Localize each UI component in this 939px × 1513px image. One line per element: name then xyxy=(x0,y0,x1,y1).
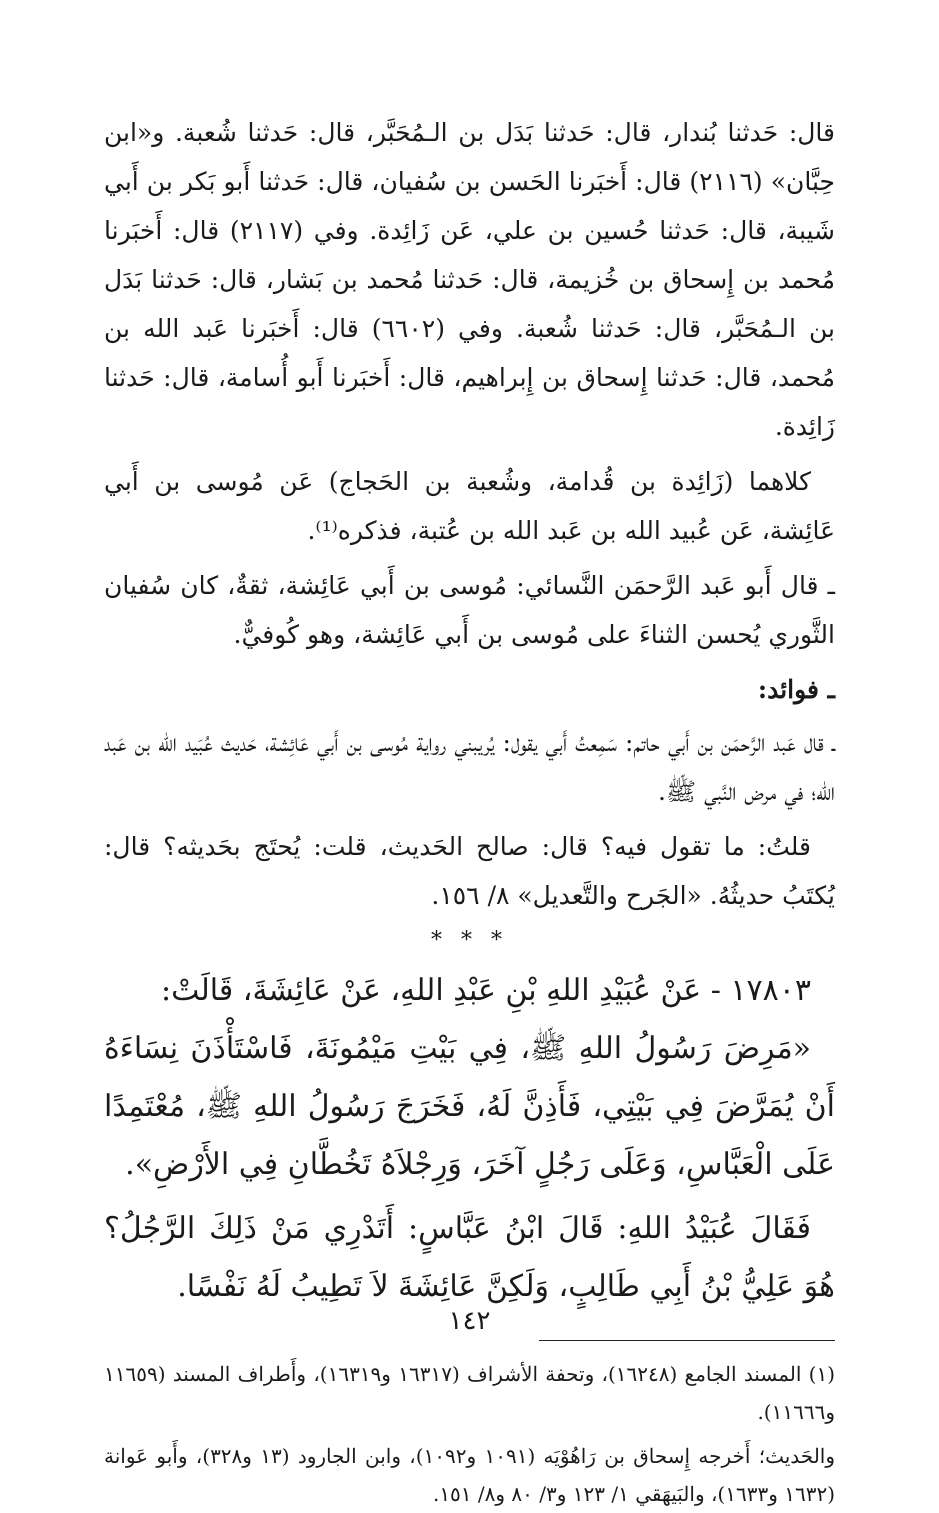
section-separator: * * * xyxy=(431,928,508,953)
kilahuma-paragraph: كلاهما (زَائِدة بن قُدامة، وشُعبة بن الحَجاج) عَن مُوسى بن أَبي عَائِشة، عَن عُبيد الله بن عَبد الله بن عُتبة، فذكره⁽¹⁾. xyxy=(104,467,835,545)
hadith-header: ١٧٨٠٣ - عَنْ عُبَيْدِ اللهِ بْنِ عَبْدِ اللهِ، عَنْ عَائِشَةَ، قَالَتْ: xyxy=(161,973,811,1008)
hadith-text: «مَرِضَ رَسُولُ اللهِ ﷺ، فِي بَيْتِ مَيْمُونَةَ، فَاسْتَأْذَنَ نِسَاءَهُ أَنْ يُمَرَّضَ فِي بَيْتِي، فَأَذِنَّ لَهُ، فَخَرَجَ رَسُولُ اللهِ ﷺ، مُعْتَمِدًا عَلَى الْعَبَّاسِ، وَعَلَى رَجُلٍ آخَرَ، وَرِجْلاَهُ تَخُطَّانِ فِي الأَرْضِ». xyxy=(104,1031,835,1182)
fawaid-heading: ـ فوائد: xyxy=(757,675,835,704)
hadith-text: فَقَالَ عُبَيْدُ اللهِ: قَالَ ابْنُ عَبَّاسٍ: أَتَدْرِي مَنْ ذَلِكَ الرَّجُلُ؟ هُوَ عَلِيُّ بْنُ أَبِي طَالِبٍ، وَلَكِنَّ عَائِشَةَ لاَ تَطِيبُ لَهُ نَفْسًا. xyxy=(104,1211,835,1304)
isnad-paragraph: قال: حَدثنا بُندار، قال: حَدثنا بَدَل بن الـمُحَبَّر، قال: حَدثنا شُعبة. و«ابن حِبَّان» (٢١١٦) قال: أَخبَرنا الحَسن بن سُفيان، قال: حَدثنا أَبو بَكر بن أَبي شَيبة، قال: حَدثنا حُسين بن علي، عَن زَائِدة. وفي (٢١١٧) قال: أَخبَرنا مُحمد بن إِسحاق بن خُزيمة، قال: حَدثنا مُحمد بن بَشار، قال: حَدثنا بَدَل بن الـمُحَبَّر، قال: حَدثنا شُعبة. وفي (٦٦٠٢) قال: أَخبَرنا عَبد الله بن مُحمد، قال: حَدثنا إِسحاق بن إِبراهيم، قال: أَخبَرنا أَبو أُسامة، قال: حَدثنا زَائِدة. xyxy=(104,118,836,441)
footnote: والحَديث؛ أَخرجه إِسحاق بن رَاهُوْيَه (١٠٩١ و١٠٩٢)، وابن الجارود (١٣ و٣٢٨)، وأَبو عَوانة (١٦٣٢ و١٦٣٣)، والبَيهَقي ١/ ١٢٣ و٣/ ٨٠ و٨/ ١٥١. xyxy=(104,1444,836,1506)
fawaid-paragraph: ـ قال عَبد الرَّحمَن بن أَبي حاتم: سَمِعتُ أَبي يقول: يُريبني رواية مُوسى بن أَبي عَائِشة، حَديث عُبَيد الله بن عَبد الله؛ في مرض النَّبي ﷺ. xyxy=(104,728,835,806)
page-number: ١٤٢ xyxy=(448,1306,491,1336)
footnote: (١) المسند الجامع (١٦٢٤٨)، وتحفة الأشراف (١٦٣١٧ و١٦٣١٩)، وأَطراف المسند (١١٦٥٩ و١١٦٦٦). xyxy=(104,1362,836,1424)
footnote-divider xyxy=(539,1340,835,1341)
nasai-paragraph: ـ قال أَبو عَبد الرَّحمَن النَّسائي: مُوسى بن أَبي عَائِشة، ثقةٌ، كان سُفيان الثَّوري يُحسن الثناءَ على مُوسى بن أَبي عَائِشة، وهو كُوفيٌّ. xyxy=(104,571,835,649)
fawaid-paragraph: قلتُ: ما تقول فيه؟ قال: صالح الحَديث، قلت: يُحتَج بحَديثه؟ قال: يُكتَبُ حديثُهُ. «الجَرح والتَّعديل» ٨/ ١٥٦. xyxy=(104,832,835,910)
